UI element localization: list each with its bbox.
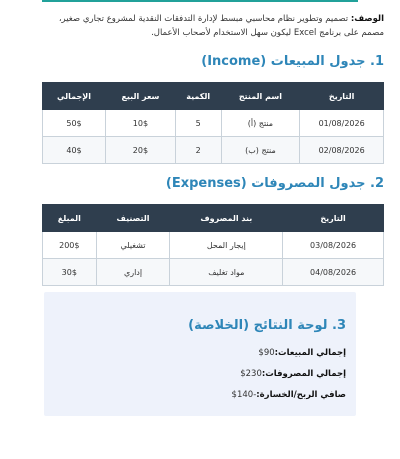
sales-table xyxy=(42,82,384,164)
net-result-line xyxy=(232,390,346,400)
sales-cell-product: منتج (ب) xyxy=(221,137,300,164)
table-row xyxy=(43,232,384,259)
expenses-cell-amount: 200$ xyxy=(43,232,97,259)
sales-header-quantity: الكمية xyxy=(175,83,221,110)
sales-section-title: 1. جدول المبيعات (Income) xyxy=(201,54,384,69)
sales-cell-price: 20$ xyxy=(106,137,176,164)
table-row xyxy=(43,259,384,286)
net-result-label: صافي الربح/الخسارة: xyxy=(256,390,346,400)
description-line-2: مصمم على برنامج Excel ليكون سهل الاستخدام لأصحاب الأعمال. xyxy=(151,28,384,38)
sales-header-total: الإجمالي xyxy=(43,83,106,110)
total-expenses-line xyxy=(240,369,346,379)
total-sales-line xyxy=(258,348,346,358)
project-description xyxy=(16,12,384,40)
total-sales-label: إجمالي المبيعات: xyxy=(274,348,346,358)
summary-title: 3. لوحة النتائج (الخلاصة) xyxy=(188,318,346,333)
description-label: الوصف: xyxy=(350,14,384,24)
total-expenses-label: إجمالي المصروفات: xyxy=(261,369,346,379)
sales-cell-product: منتج (أ) xyxy=(221,110,300,137)
sales-cell-quantity: 5 xyxy=(175,110,221,137)
expenses-cell-category: إداري xyxy=(96,259,170,286)
expenses-cell-item: إيجار المحل xyxy=(170,232,283,259)
sales-cell-date: 02/08/2026 xyxy=(300,137,384,164)
sales-cell-total: 40$ xyxy=(43,137,106,164)
expenses-header-category: التصنيف xyxy=(96,205,170,232)
table-row xyxy=(43,110,384,137)
description-line-1: تصميم وتطوير نظام محاسبي مبسط لإدارة التدفقات النقدية لمشروع تجاري صغير، xyxy=(58,14,349,24)
sales-header-price: سعر البيع xyxy=(106,83,176,110)
top-accent-rule xyxy=(42,0,358,2)
sales-header-date: التاريخ xyxy=(300,83,384,110)
expenses-section-title: 2. جدول المصروفات (Expenses) xyxy=(165,176,384,191)
sales-cell-price: 10$ xyxy=(106,110,176,137)
expenses-header-amount: المبلغ xyxy=(43,205,97,232)
expenses-cell-item: مواد تغليف xyxy=(170,259,283,286)
expenses-header-row xyxy=(43,205,384,232)
expenses-cell-date: 04/08/2026 xyxy=(283,259,384,286)
expenses-header-item: بند المصروف xyxy=(170,205,283,232)
sales-cell-date: 01/08/2026 xyxy=(300,110,384,137)
sales-header-product: اسم المنتج xyxy=(221,83,300,110)
expenses-header-date: التاريخ xyxy=(283,205,384,232)
sales-header-row xyxy=(43,83,384,110)
expenses-table xyxy=(42,204,384,286)
expenses-cell-date: 03/08/2026 xyxy=(283,232,384,259)
table-row xyxy=(43,137,384,164)
summary-panel xyxy=(44,292,356,416)
sales-cell-quantity: 2 xyxy=(175,137,221,164)
total-sales-value: 90$ xyxy=(258,348,275,358)
net-result-value: -140$ xyxy=(231,390,257,400)
expenses-cell-amount: 30$ xyxy=(43,259,97,286)
expenses-cell-category: تشغيلي xyxy=(96,232,170,259)
total-expenses-value: 230$ xyxy=(240,369,262,379)
sales-cell-total: 50$ xyxy=(43,110,106,137)
